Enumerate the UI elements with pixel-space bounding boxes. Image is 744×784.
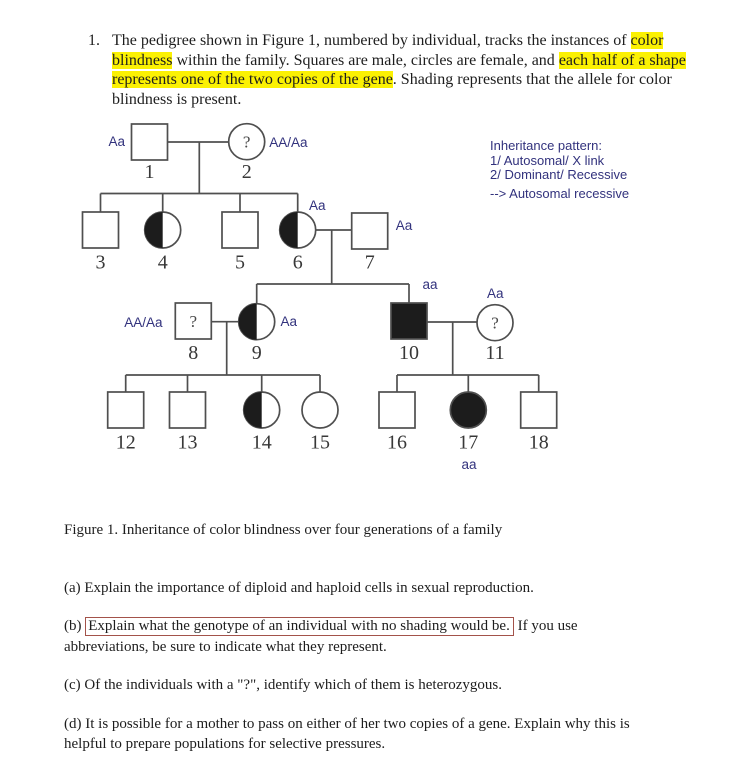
individual-7-male-shape — [352, 213, 388, 249]
individual-11-query-mark: ? — [491, 313, 499, 333]
highlighted-text: blindness — [112, 51, 173, 69]
inheritance-note-line: 1/ Autosomal/ X link — [490, 152, 605, 168]
question-b-line-2: abbreviations, be sure to indicate what they represent. — [64, 639, 387, 655]
individual-17-number: 17 — [458, 431, 479, 454]
individual-18-number: 18 — [528, 431, 549, 454]
individual-6-half-shading — [280, 212, 298, 248]
individual-3-male-shape — [83, 212, 119, 248]
individual-2-genotype-label: AA/Aa — [269, 135, 308, 150]
individual-9-number: 9 — [251, 342, 262, 364]
individual-4-number: 4 — [157, 251, 168, 274]
inheritance-note-title: Inheritance pattern: — [490, 138, 603, 153]
individual-1-genotype-label: Aa — [108, 134, 125, 149]
highlighted-text: each half of a shape — [558, 51, 686, 69]
individual-13-number: 13 — [177, 431, 198, 454]
question-c: (c) Of the individuals with a "?", identify which of them is heterozygous. — [64, 677, 502, 693]
individual-14-number: 14 — [251, 431, 272, 454]
intro-text: within the family. Squares are male, circles are female, and — [172, 51, 559, 69]
intro-text: The pedigree shown in Figure 1, numbered by individual, tracks the instances of — [112, 32, 631, 49]
individual-8-number: 8 — [188, 342, 199, 364]
question-b — [64, 616, 704, 658]
question-b-suffix: If you use — [513, 618, 578, 634]
intro-text: . Shading represents that the allele for color — [392, 71, 672, 89]
individual-13-male-shape — [170, 392, 206, 428]
individual-7-genotype-label: Aa — [395, 218, 413, 233]
individual-10-genotype-label: aa — [422, 277, 438, 292]
question-b-line-1 — [64, 616, 704, 637]
individual-16-male-shape — [379, 392, 415, 428]
individual-16-number: 16 — [387, 431, 407, 454]
individual-2-number: 2 — [241, 161, 252, 183]
individual-11-number: 11 — [485, 342, 505, 364]
question-a: (a) Explain the importance of diploid and haploid cells in sexual reproduction. — [64, 580, 534, 596]
question-d-line-2: helpful to prepare populations for selective pressures. — [64, 736, 386, 752]
individual-10-male-shape — [391, 303, 427, 339]
individual-3-number: 3 — [95, 251, 106, 274]
individual-17-female-shape — [450, 392, 486, 428]
individual-5-number: 5 — [235, 251, 245, 274]
highlighted-text: color — [630, 32, 664, 49]
individual-14-half-shading — [244, 392, 262, 428]
individual-12-male-shape — [108, 392, 144, 428]
inheritance-note-conclusion: --> Autosomal recessive — [490, 185, 630, 201]
individual-11-genotype-label: Aa — [487, 286, 504, 301]
individual-6-number: 6 — [292, 251, 303, 274]
inheritance-note — [490, 139, 629, 201]
figure-caption: Figure 1. Inheritance of color blindness over four generations of a family — [64, 522, 503, 538]
individual-17-genotype-label: aa — [461, 457, 477, 472]
individual-18-male-shape — [521, 392, 557, 428]
individual-8-genotype-label: AA/Aa — [124, 315, 163, 330]
individual-10-number: 10 — [399, 342, 419, 364]
intro-text: blindness is present. — [112, 90, 242, 108]
question-b-prefix: (b) — [64, 618, 86, 634]
individual-7-number: 7 — [364, 251, 375, 274]
individual-9-half-shading — [239, 304, 257, 340]
question-d-line-1: (d) It is possible for a mother to pass on either of her two copies of a gene. Explain why this is — [64, 716, 630, 732]
individual-15-female-shape — [302, 392, 338, 428]
individual-6-genotype-label: Aa — [308, 198, 326, 213]
individual-8-query-mark: ? — [189, 312, 198, 331]
question-d — [64, 714, 704, 754]
individual-5-male-shape — [222, 212, 258, 248]
inheritance-note-line: 2/ Dominant/ Recessive — [490, 167, 628, 183]
individual-15-number: 15 — [310, 431, 330, 454]
individual-9-genotype-label: Aa — [280, 314, 297, 329]
individual-4-half-shading — [145, 212, 163, 248]
boxed-sentence: Explain what the genotype of an individual with no shading would be. — [85, 617, 514, 636]
highlighted-text: represents one of the two copies of the gene — [112, 71, 393, 89]
individual-2-query-mark: ? — [242, 132, 251, 152]
individual-1-number: 1 — [144, 161, 155, 183]
question-number: 1. — [88, 32, 100, 49]
individual-12-number: 12 — [115, 431, 136, 454]
individual-1-male-shape — [132, 124, 168, 160]
